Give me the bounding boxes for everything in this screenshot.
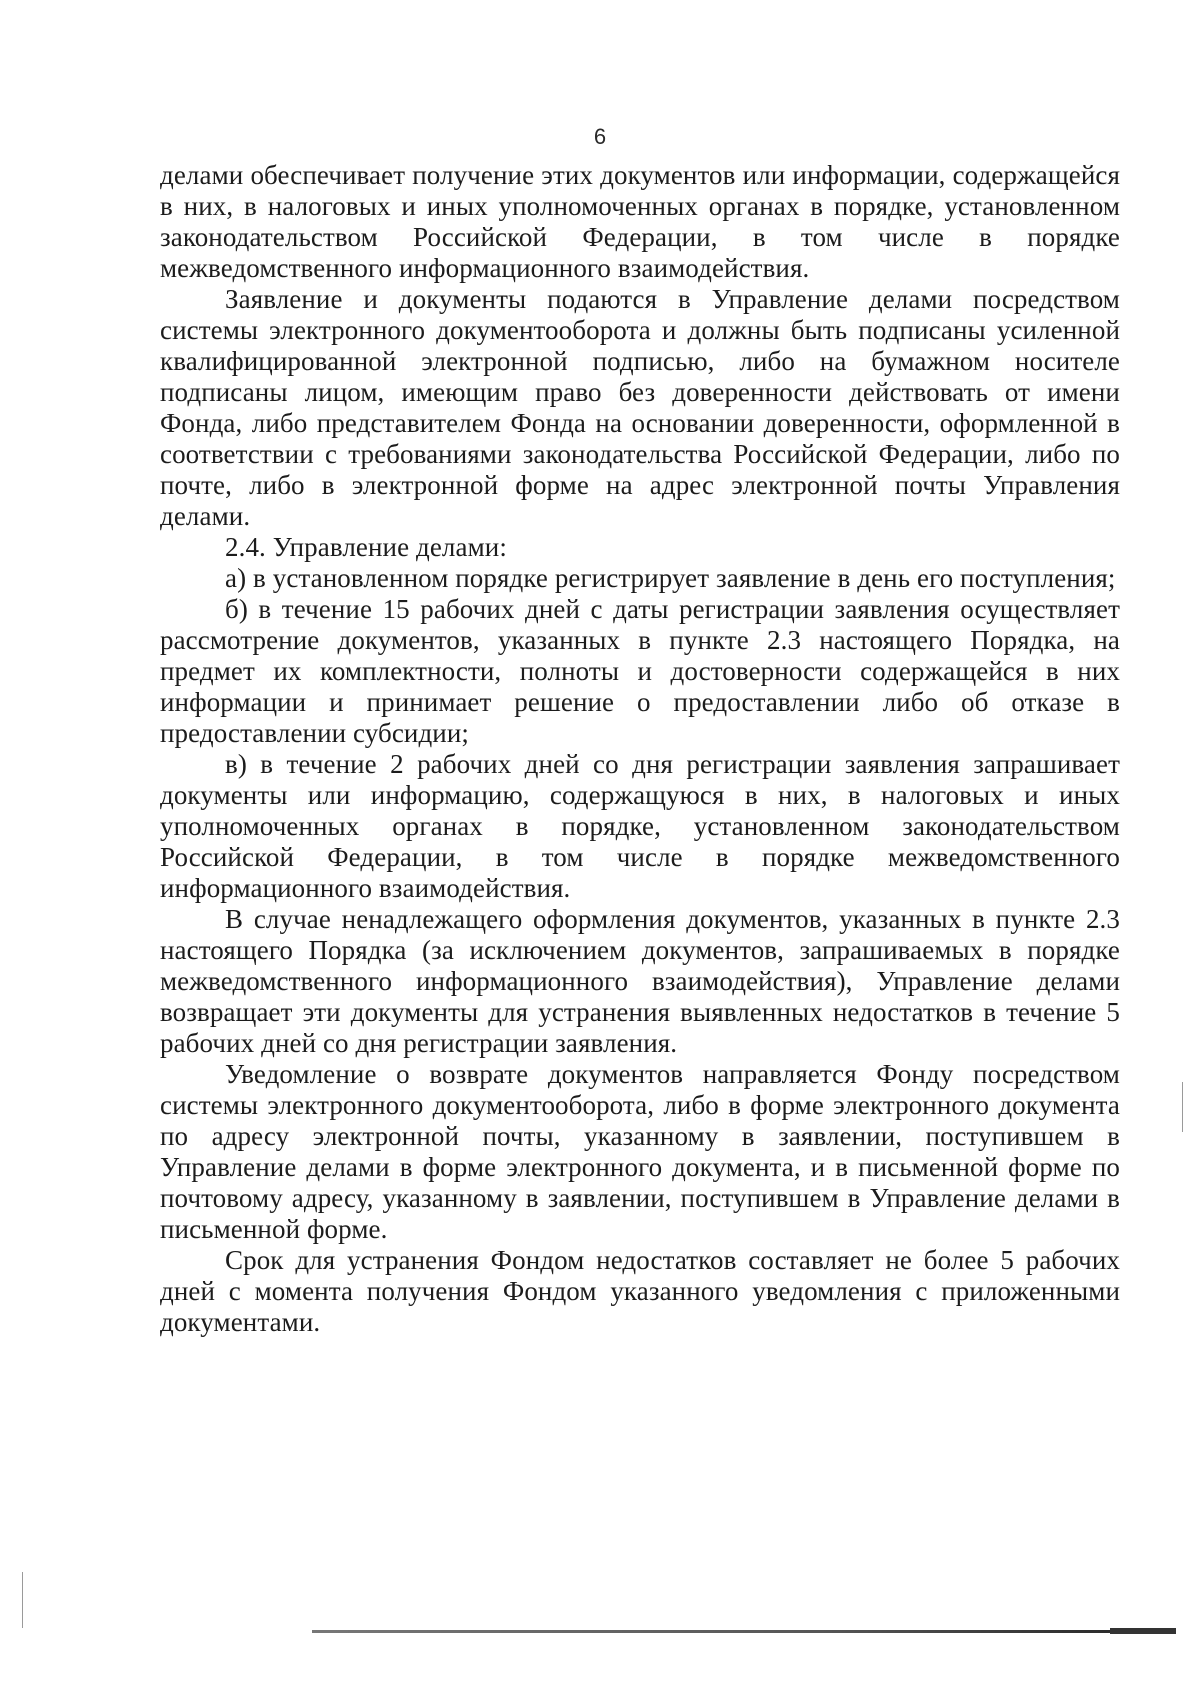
- list-item-v: в) в течение 2 рабочих дней со дня регистрации заявления запрашивает документы или информацию, содержащуюся в них, в налоговых и иных уполномоченных органах в порядке, установленном законодательством Российской Федерации, в том числе в порядке межведомственного информационного взаимодействия.: [160, 749, 1120, 903]
- list-item-b: б) в течение 15 рабочих дней с даты регистрации заявления осуществляет рассмотрение документов, указанных в пункте 2.3 настоящего Порядка, на предмет их комплектности, полноты и достоверности содержащейся в них информации и принимает решение о предоставлении либо об отказе в предоставлении субсидии;: [160, 594, 1120, 748]
- paragraph-correction-deadline: Срок для устранения Фондом недостатков составляет не более 5 рабочих дней с момента получения Фондом указанного уведомления с приложенными документами.: [160, 1245, 1120, 1337]
- section-heading-2-4: 2.4. Управление делами:: [225, 532, 507, 562]
- page-number: 6: [593, 124, 607, 149]
- paragraph-submission: Заявление и документы подаются в Управление делами посредством системы электронного документооборота и должны быть подписаны усиленной квалифицированной электронной подписью, либо на бумажном носителе подписаны лицом, имеющим право без доверенности действовать от имени Фонда, либо представителем Фонда на основании доверенности, оформленной в соответствии с требованиями законодательства Российской Федерации, либо по почте, либо в электронной форме на адрес электронной почты Управления делами.: [160, 284, 1120, 531]
- bottom-divider-line: [312, 1630, 1175, 1633]
- list-item-a: а) в установленном порядке регистрирует заявление в день его поступления;: [225, 563, 1116, 593]
- bottom-divider-tail: [1110, 1628, 1176, 1634]
- scan-artifact-left: [22, 1572, 23, 1628]
- scan-artifact-right: [1182, 1082, 1183, 1132]
- paragraph-continuation: делами обеспечивает получение этих документов или информации, содержащейся в них, в налоговых и иных уполномоченных органах в порядке, установленном законодательством Российской Федерации, в том числе в порядке межведомственного информационного взаимодействия.: [160, 160, 1120, 283]
- page-body: [160, 160, 1120, 1338]
- paragraph-improper-documents: В случае ненадлежащего оформления документов, указанных в пункте 2.3 настоящего Порядка (за исключением документов, запрашиваемых в порядке межведомственного информационного взаимодействия), Управление делами возвращает эти документы для устранения выявленных недостатков в течение 5 рабочих дней со дня регистрации заявления.: [160, 904, 1120, 1058]
- paragraph-return-notice: Уведомление о возврате документов направляется Фонду посредством системы электронного документооборота, либо в форме электронного документа по адресу электронной почты, указанному в заявлении, поступившем в Управление делами в форме электронного документа, и в письменной форме по почтовому адресу, указанному в заявлении, поступившем в Управление делами в письменной форме.: [160, 1059, 1120, 1244]
